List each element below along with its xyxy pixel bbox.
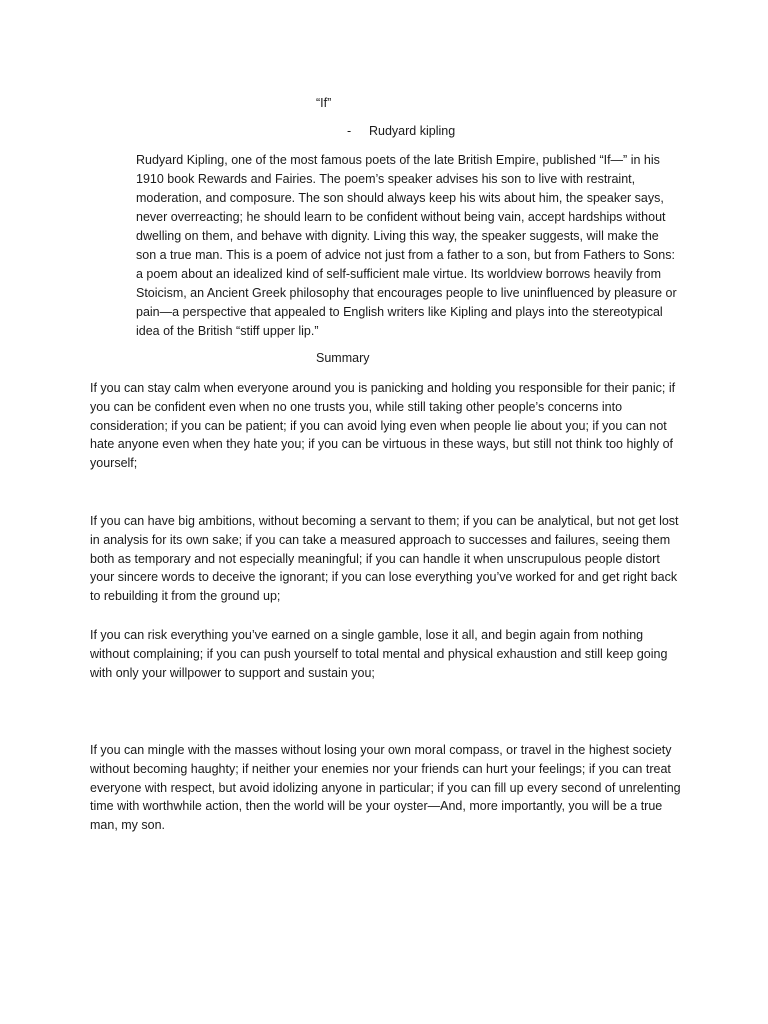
- summary-paragraph-3: If you can risk everything you’ve earned on a single gamble, lose it all, and begin again from nothing without complaining; if you can push yourself to total mental and physical exhaustion and still keep going with only your willpower to support and sustain you;: [90, 628, 668, 680]
- summary-paragraph-2: If you can have big ambitions, without becoming a servant to them; if you can be analytical, but not get lost in analysis for its own sake; if you can take a measured approach to successes and failures, seeing them both as temporary and not especially meaningful; if you can handle it when unscrupulous people distort your sincere words to deceive the ignorant; if you can lose everything you’ve worked for and get right back to rebuilding it from the ground up;: [90, 514, 679, 604]
- summary-paragraph-1: If you can stay calm when everyone around you is panicking and holding you responsible for their panic; if you can be confident even when no one trusts you, while still taking other people’s concerns into consideration; if you can be patient; if you can avoid lying even when people lie about you; if you can not hate anyone even when they hate you; if you can be virtuous in these ways, but still not think too highly of yourself;: [90, 381, 676, 471]
- summary-paragraph-4: If you can mingle with the masses without losing your own moral compass, or travel in the highest society without becoming haughty; if neither your enemies nor your friends can hurt your feelings; if you can treat everyone with respect, but avoid idolizing anyone in particular; if you can fill up every second of unrelenting time with worthwhile action, then the world will be your oyster—And, more importantly, you will be a true man, my son.: [90, 743, 681, 833]
- summary-heading: Summary: [316, 351, 370, 365]
- author-name: Rudyard kipling: [369, 124, 456, 138]
- author-dash: -: [347, 124, 352, 138]
- intro-paragraph: Rudyard Kipling, one of the most famous poets of the late British Empire, published “If—” in his 1910 book Rewards and Fairies. The poem’s speaker advises his son to live with restraint, moderation, and composure. The son should always keep his wits about him, the speaker says, never overreacting; he should learn to be confident without being vain, accept hardships without dwelling on them, and behave with dignity. Living this way, the speaker suggests, will make the son a true man. This is a poem of advice not just from a father to a son, but from Fathers to Sons: a poem about an idealized kind of self-sufficient male virtue. Its worldview borrows heavily from Stoicism, an Ancient Greek philosophy that encourages people to live uninfluenced by pleasure or pain—a perspective that appealed to English writers like Kipling and plays into the stereotypical idea of the British “stiff upper lip.”: [136, 153, 677, 338]
- author-line: [347, 122, 455, 140]
- poem-title: “If”: [316, 96, 332, 110]
